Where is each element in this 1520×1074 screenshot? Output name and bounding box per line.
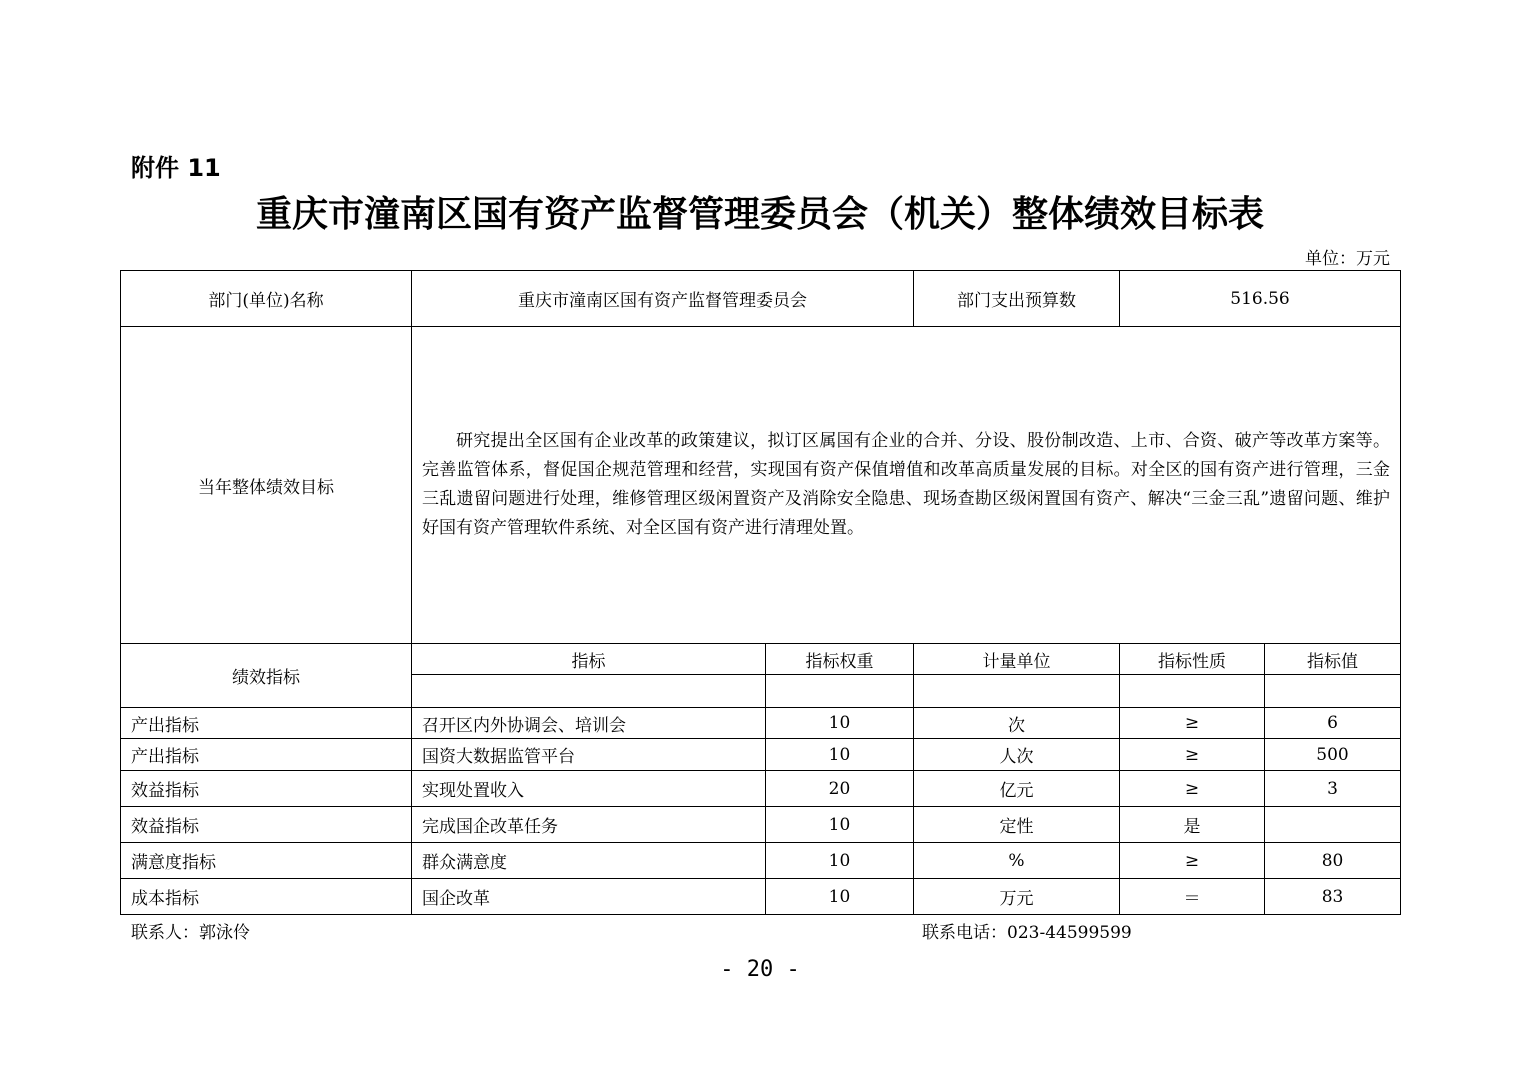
row-indicator: 完成国企改革任务 bbox=[412, 807, 766, 843]
row-nature: ≥ bbox=[1120, 843, 1265, 879]
row-unit: 万元 bbox=[914, 879, 1120, 915]
page-title: 重庆市潼南区国有资产监督管理委员会（机关）整体绩效目标表 bbox=[255, 194, 1264, 235]
row-value bbox=[1265, 807, 1401, 843]
table-row bbox=[121, 708, 1401, 739]
budget-value: 516.56 bbox=[1120, 271, 1401, 327]
row-unit: 人次 bbox=[914, 739, 1120, 771]
row-nature: ＝ bbox=[1120, 879, 1265, 915]
row-category: 产出指标 bbox=[121, 739, 412, 771]
row-indicator: 国资大数据监管平台 bbox=[412, 739, 766, 771]
row-unit: 次 bbox=[914, 708, 1120, 739]
row-weight: 10 bbox=[766, 807, 914, 843]
row-value: 500 bbox=[1265, 739, 1401, 771]
row-weight: 20 bbox=[766, 771, 914, 807]
table-row bbox=[121, 879, 1401, 915]
row-value: 3 bbox=[1265, 771, 1401, 807]
unit-label: 单位：万元 bbox=[1305, 249, 1390, 269]
contact-person: 联系人：郭泳伶 bbox=[131, 923, 250, 943]
dept-name-value: 重庆市潼南区国有资产监督管理委员会 bbox=[412, 271, 914, 327]
header-nature: 指标性质 bbox=[1120, 644, 1265, 675]
header-weight: 指标权重 bbox=[766, 644, 914, 675]
row-value: 6 bbox=[1265, 708, 1401, 739]
dept-info-row bbox=[121, 271, 1401, 327]
goal-text: 研究提出全区国有企业改革的政策建议，拟订区属国有企业的合并、分设、股份制改造、上市、合资、破产等改革方案等。完善监管体系，督促国企规范管理和经营，实现国有资产保值增值和改革高质量发展的目标。对全区的国有资产进行管理，三金三乱遗留问题进行处理，维修管理区级闲置资产及消除安全隐患、现场查勘区级闲置国有资产、解决“三金三乱”遗留问题、维护好国有资产管理软件系统、对全区国有资产进行清理处置。 bbox=[412, 327, 1401, 644]
header-unit: 计量单位 bbox=[914, 644, 1120, 675]
table-row bbox=[121, 807, 1401, 843]
goal-row bbox=[121, 327, 1401, 644]
row-value: 83 bbox=[1265, 879, 1401, 915]
table-row bbox=[121, 739, 1401, 771]
row-weight: 10 bbox=[766, 879, 914, 915]
row-unit: % bbox=[914, 843, 1120, 879]
row-weight: 10 bbox=[766, 739, 914, 771]
row-value: 80 bbox=[1265, 843, 1401, 879]
row-unit: 亿元 bbox=[914, 771, 1120, 807]
row-nature: ≥ bbox=[1120, 739, 1265, 771]
row-unit: 定性 bbox=[914, 807, 1120, 843]
indicator-header-row bbox=[121, 644, 1401, 675]
row-nature: ≥ bbox=[1120, 708, 1265, 739]
dept-name-label: 部门(单位)名称 bbox=[121, 271, 412, 327]
row-indicator: 实现处置收入 bbox=[412, 771, 766, 807]
row-category: 产出指标 bbox=[121, 708, 412, 739]
row-indicator: 召开区内外协调会、培训会 bbox=[412, 708, 766, 739]
contact-phone: 联系电话：023-44599599 bbox=[922, 923, 1132, 943]
row-category: 满意度指标 bbox=[121, 843, 412, 879]
performance-table bbox=[120, 270, 1401, 915]
header-indicator: 指标 bbox=[412, 644, 766, 675]
row-category: 效益指标 bbox=[121, 807, 412, 843]
row-nature: ≥ bbox=[1120, 771, 1265, 807]
indicator-section-label: 绩效指标 bbox=[121, 644, 412, 708]
row-category: 效益指标 bbox=[121, 771, 412, 807]
row-weight: 10 bbox=[766, 708, 914, 739]
row-weight: 10 bbox=[766, 843, 914, 879]
budget-label: 部门支出预算数 bbox=[914, 271, 1120, 327]
row-category: 成本指标 bbox=[121, 879, 412, 915]
goal-label: 当年整体绩效目标 bbox=[121, 327, 412, 644]
attachment-label: 附件 11 bbox=[131, 154, 221, 182]
row-indicator: 群众满意度 bbox=[412, 843, 766, 879]
row-indicator: 国企改革 bbox=[412, 879, 766, 915]
page-number: - 20 - bbox=[720, 957, 800, 982]
table-row bbox=[121, 771, 1401, 807]
header-value: 指标值 bbox=[1265, 644, 1401, 675]
table-row bbox=[121, 843, 1401, 879]
row-nature: 是 bbox=[1120, 807, 1265, 843]
